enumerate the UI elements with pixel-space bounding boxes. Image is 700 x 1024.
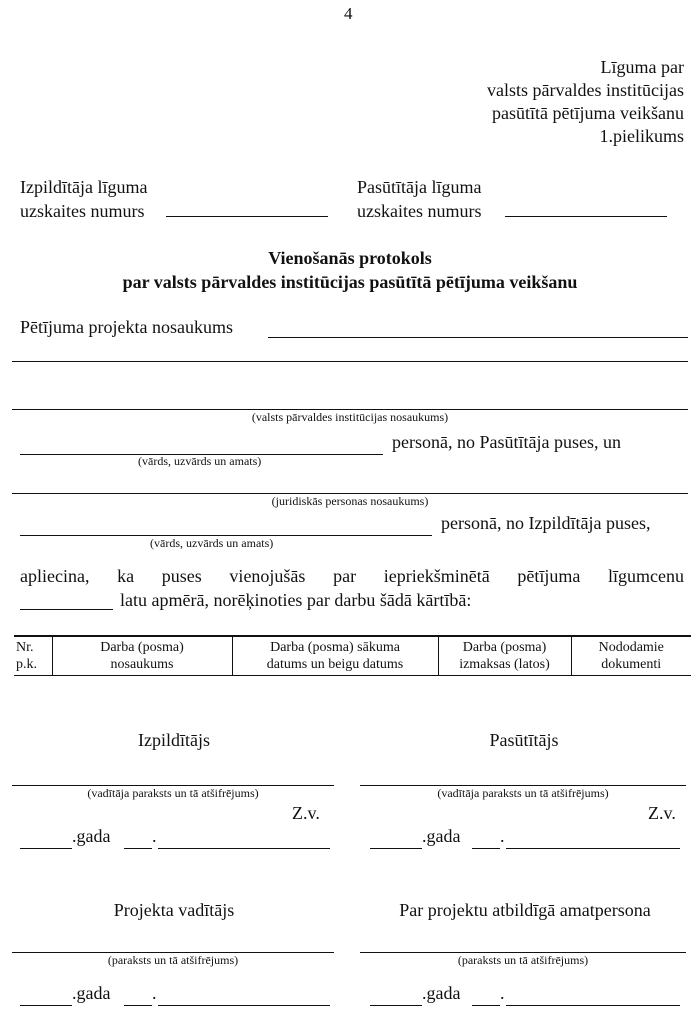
client-gada: .gada	[422, 826, 461, 846]
contract-price-field[interactable]	[20, 609, 113, 610]
client-person-text: personā, no Pasūtītāja puses, un	[392, 432, 621, 452]
responsible-date-dot: .	[500, 983, 505, 1003]
client-title: Pasūtītājs	[489, 730, 559, 750]
executor-month-field[interactable]	[158, 848, 330, 849]
responsible-year-field[interactable]	[370, 1005, 422, 1006]
project-lead-signature-caption: (paraksts un tā atšifrējums)	[107, 953, 239, 967]
project-lead-year-field[interactable]	[20, 1005, 72, 1006]
annex-header-line: 1.pielikums	[599, 126, 684, 146]
client-registration	[357, 175, 481, 223]
responsible-day-field[interactable]	[472, 1005, 500, 1006]
project-lead-month-field[interactable]	[158, 1005, 330, 1006]
project-lead-date-dot: .	[152, 983, 157, 1003]
header-work-cost-line-2: izmaksas (latos)	[459, 657, 550, 672]
client-person-caption: (vārds, uzvārds un amats)	[138, 454, 262, 468]
responsible-month-field[interactable]	[506, 1005, 680, 1006]
project-lead-title: Projekta vadītājs	[113, 900, 235, 920]
protocol-title-line-2: par valsts pārvaldes institūcijas pasūtītā pētījuma veikšanu	[122, 272, 578, 292]
header-work-dates-line-1: Darba (posma) sākuma	[270, 640, 400, 655]
agreement-text-line-2: latu apmērā, norēķinoties par darbu šādā kārtībā:	[120, 590, 472, 610]
client-signature-caption: (vadītāja paraksts un tā atšifrējums)	[437, 786, 609, 800]
executor-signature-caption: (vadītāja paraksts un tā atšifrējums)	[87, 786, 259, 800]
executor-date-dot: .	[152, 826, 157, 846]
executor-title: Izpildītājs	[138, 730, 210, 750]
executor-registration-field[interactable]	[166, 216, 328, 217]
project-name-label: Pētījuma projekta nosaukums	[20, 317, 233, 337]
agreement-text-line-1: apliecina, ka puses vienojušās par iepriekšminētā pētījuma līgumcenu	[20, 566, 684, 586]
header-work-name-line-2: nosaukums	[110, 657, 174, 672]
annex-header-line: pasūtītā pētījuma veikšanu	[492, 103, 684, 123]
executor-seal: Z.v.	[292, 803, 320, 823]
institution-caption: (valsts pārvaldes institūcijas nosaukums)	[251, 410, 449, 424]
protocol-title	[0, 246, 700, 294]
header-nr	[14, 636, 52, 676]
client-date-dot: .	[500, 826, 505, 846]
client-month-field[interactable]	[506, 848, 680, 849]
responsible-official-title: Par projektu atbildīgā amatpersona	[399, 900, 651, 920]
executor-registration-label-1: Izpildītāja līguma	[20, 177, 148, 197]
header-work-cost	[438, 636, 571, 676]
responsible-gada: .gada	[422, 983, 461, 1003]
client-registration-label-2: uzskaites numurs	[357, 201, 482, 221]
project-name-field[interactable]	[268, 337, 688, 338]
header-work-dates-line-2: datums un beigu datums	[266, 657, 404, 672]
page-number: 4	[344, 4, 353, 23]
header-work-name	[52, 636, 232, 676]
header-nr-line-2: p.k.	[16, 657, 37, 672]
executor-person-caption: (vārds, uzvārds un amats)	[150, 536, 274, 550]
header-documents-line-2: dokumenti	[601, 657, 662, 672]
project-lead-gada: .gada	[72, 983, 111, 1003]
executor-day-field[interactable]	[124, 848, 152, 849]
table-header-row	[14, 636, 691, 676]
annex-header-line: valsts pārvaldes institūcijas	[487, 80, 684, 100]
protocol-title-line-1: Vienošanās protokols	[268, 248, 432, 268]
responsible-signature-caption: (paraksts un tā atšifrējums)	[457, 953, 589, 967]
annex-header	[487, 56, 684, 148]
header-work-cost-line-1: Darba (posma)	[462, 640, 547, 655]
executor-year-field[interactable]	[20, 848, 72, 849]
legal-entity-caption: (juridiskās personas nosaukums)	[271, 494, 429, 508]
executor-registration	[20, 175, 147, 223]
client-registration-label-1: Pasūtītāja līguma	[357, 177, 482, 197]
client-year-field[interactable]	[370, 848, 422, 849]
executor-person-text: personā, no Izpildītāja puses,	[441, 513, 651, 533]
client-seal: Z.v.	[648, 803, 676, 823]
executor-gada: .gada	[72, 826, 111, 846]
header-documents	[571, 636, 691, 676]
executor-registration-label-2: uzskaites numurs	[20, 201, 145, 221]
header-work-name-line-1: Darba (posma)	[100, 640, 184, 655]
work-schedule-table	[14, 635, 691, 676]
header-documents-line-1: Nododamie	[598, 640, 664, 655]
project-lead-day-field[interactable]	[124, 1005, 152, 1006]
client-day-field[interactable]	[472, 848, 500, 849]
project-name-field-continued[interactable]	[12, 361, 688, 362]
annex-header-line: Līguma par	[600, 57, 684, 77]
client-registration-field[interactable]	[505, 216, 667, 217]
header-nr-line-1: Nr.	[16, 640, 34, 655]
header-work-dates	[232, 636, 438, 676]
